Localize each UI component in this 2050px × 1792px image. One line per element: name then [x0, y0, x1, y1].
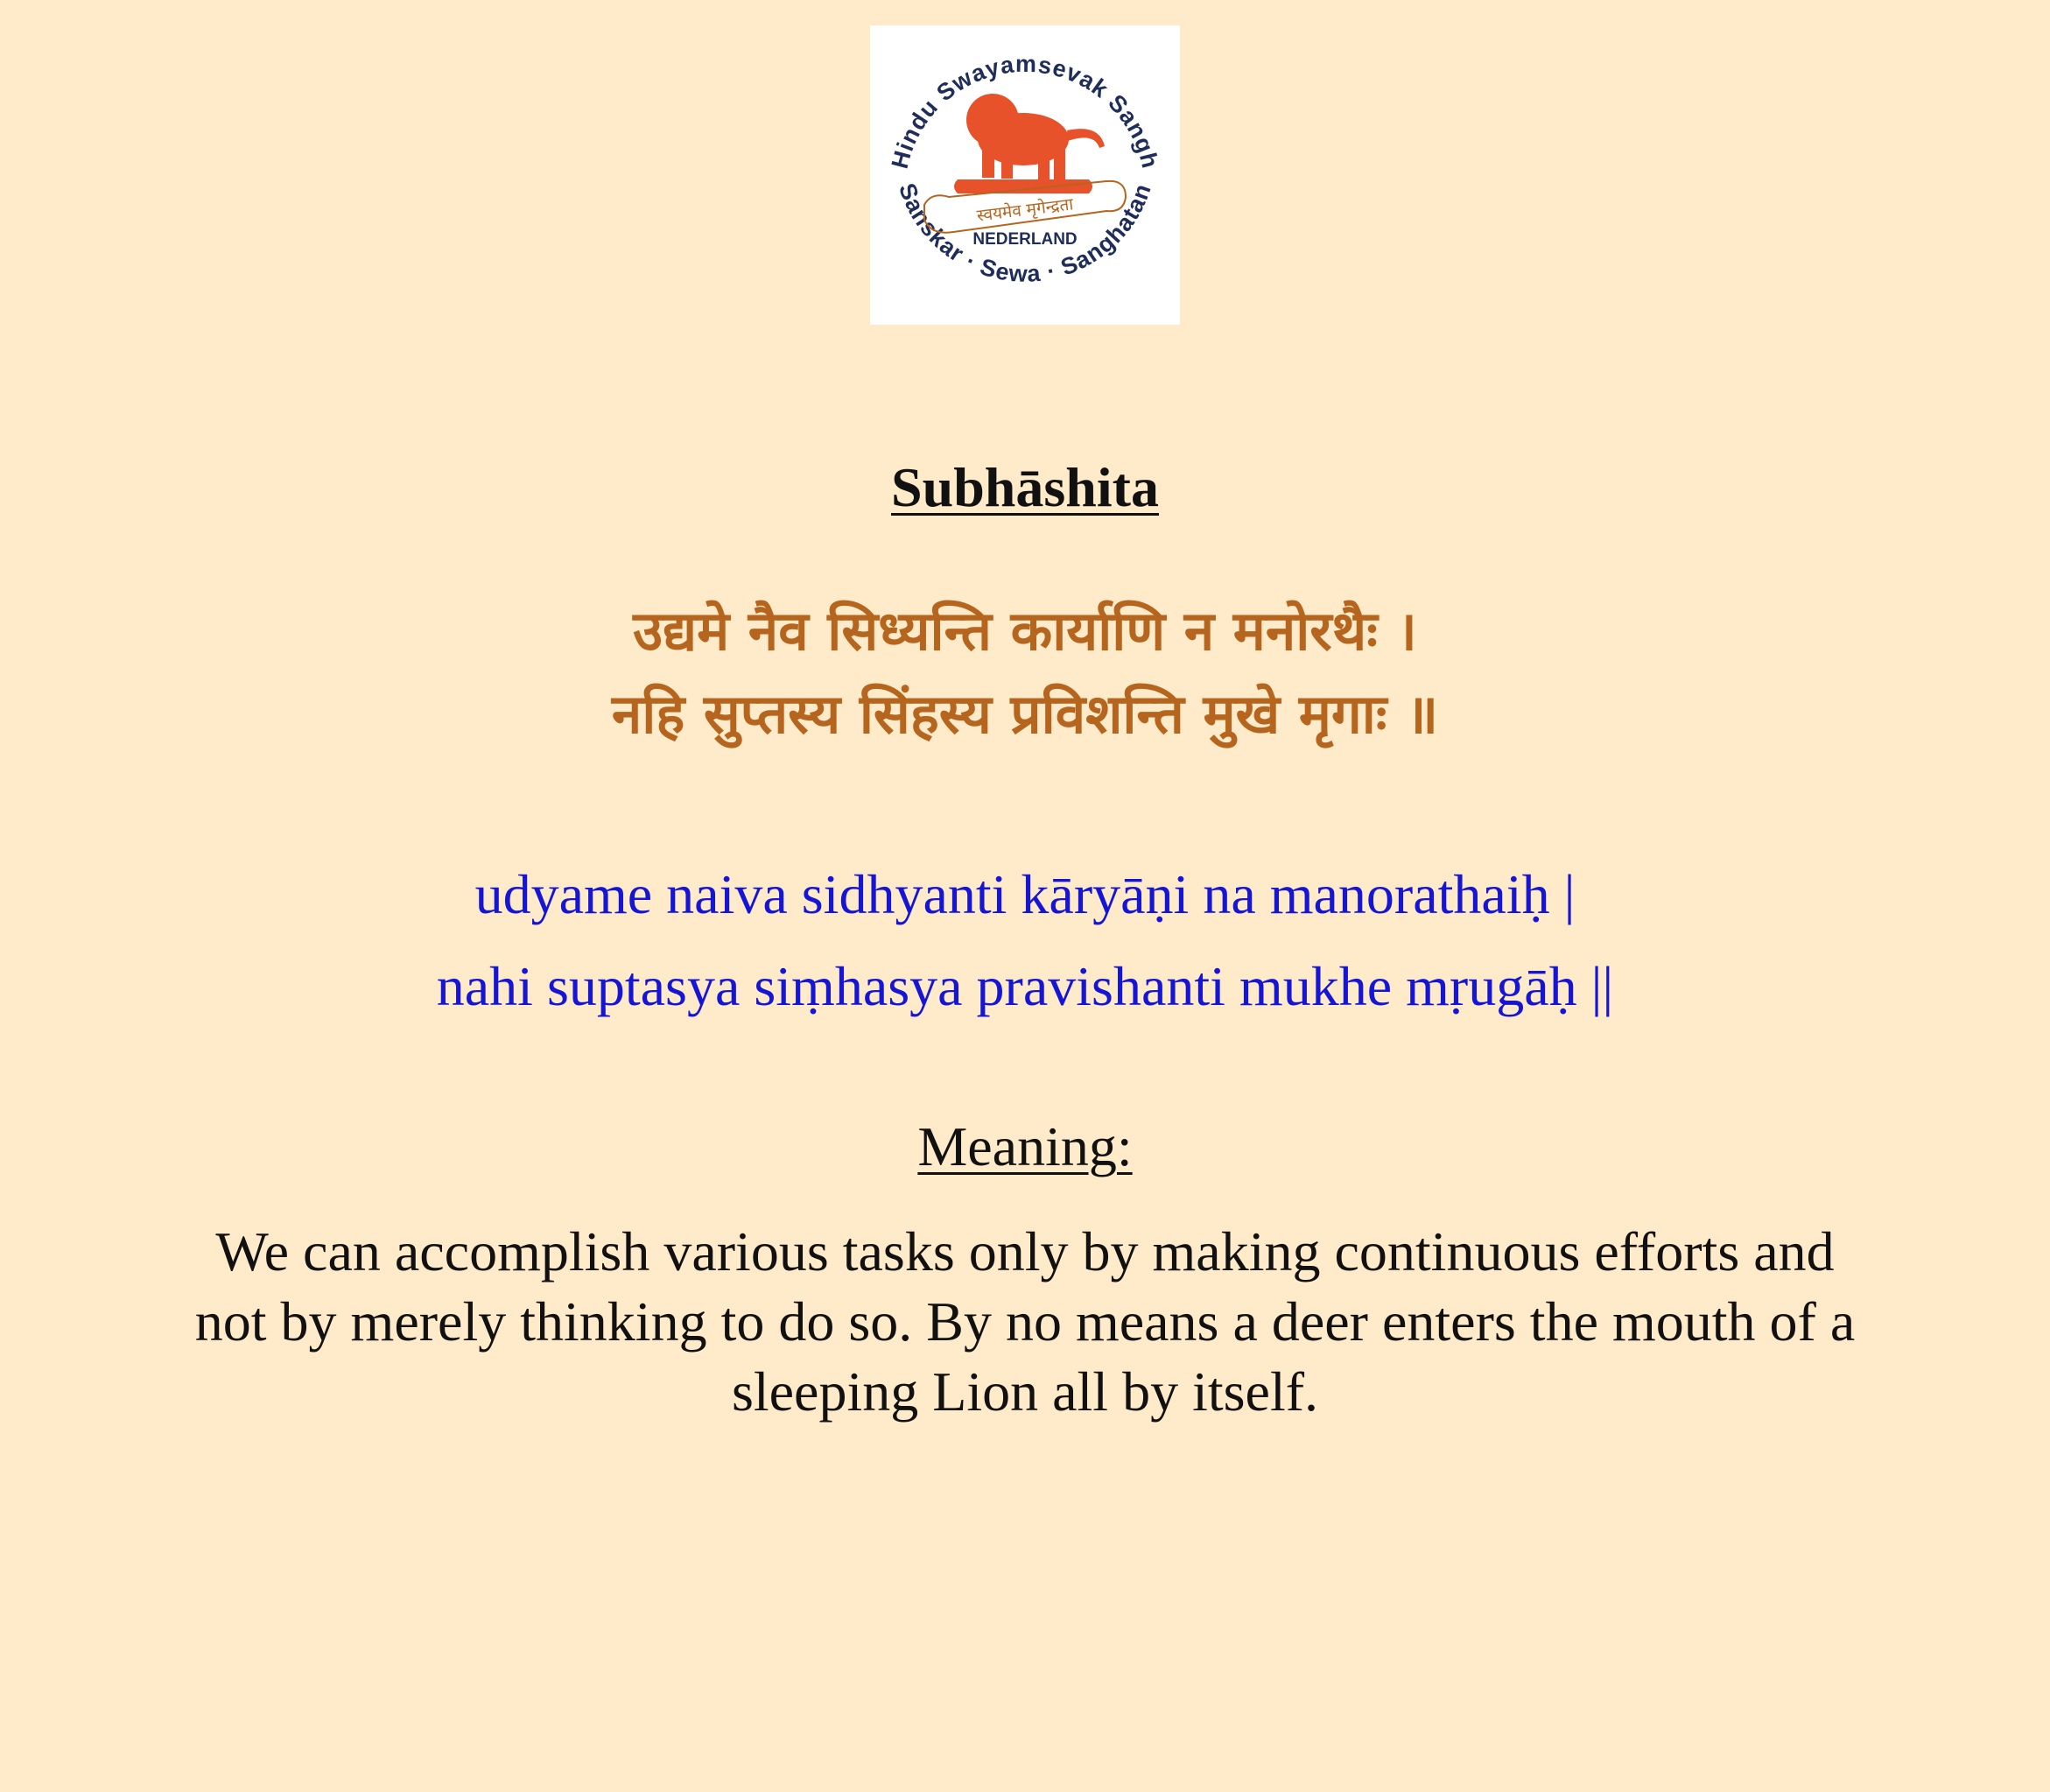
logo-ring-bottom-text: Sanskar · Sewa · Sanghatan: [893, 179, 1156, 288]
lion-shape: [954, 94, 1105, 193]
meaning-text: We can accomplish various tasks only by making continuous efforts and not by merely thinking to do so. By no means a deer enters the mouth of a sleeping Lion all by itself.: [194, 1220, 1856, 1423]
meaning-heading: Meaning:: [917, 1115, 1133, 1177]
sanskrit-verse-line-2: नहि सुप्तस्य सिंहस्य प्रविशन्ति मुखे मृगाः ॥: [611, 682, 1439, 746]
organization-logo: [870, 25, 1180, 325]
logo-ring-top-text: Hindu Swayamsevak Sangh: [886, 50, 1164, 172]
transliteration-line-1: udyame naiva sidhyanti kāryāṇi na manorathaiḥ |: [474, 863, 1576, 925]
sanskrit-verse-line-1: उद्यमे नैव सिध्यन्ति कार्याणि न मनोरथैः ।: [633, 599, 1417, 663]
transliteration-line-2: nahi suptasya siṃhasya pravishanti mukhe mṛugāḥ ||: [436, 955, 1614, 1017]
logo-banner-text: स्वयमेव मृगेन्द्रता: [975, 194, 1075, 226]
page-title: Subhāshita: [891, 456, 1159, 518]
logo-country-text: NEDERLAND: [972, 230, 1078, 249]
lion-emblem-icon: [870, 25, 1180, 325]
